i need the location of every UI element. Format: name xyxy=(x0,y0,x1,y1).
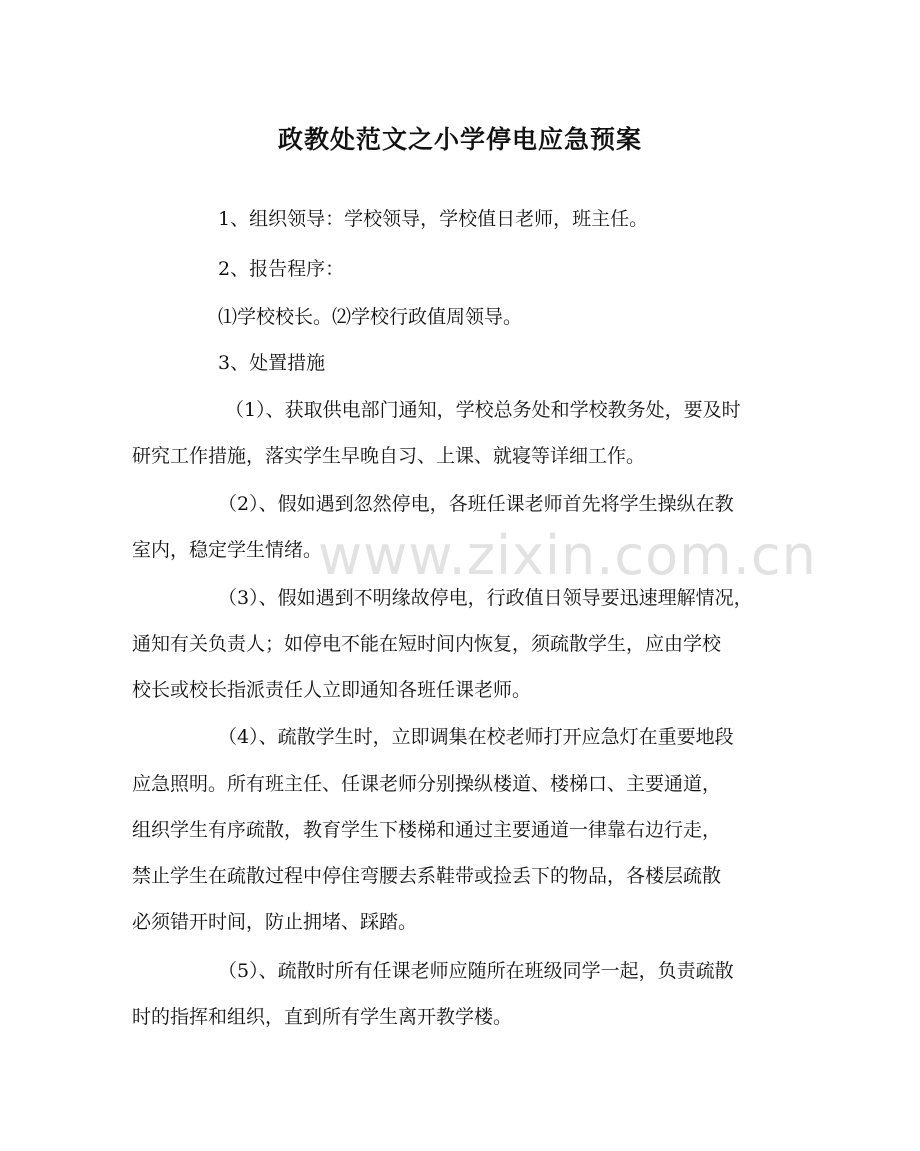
measure-4-line-4: 禁止学生在疏散过程中停住弯腰去系鞋带或捡丢下的物品，各楼层疏散 xyxy=(132,865,722,887)
measure-4-line-1: （4）、疏散学生时，立即调集在校老师打开应急灯在重要地段 xyxy=(218,726,734,748)
measure-3-line-3: 校长或校长指派责任人立即通知各班任课老师。 xyxy=(132,679,532,701)
measure-3-line-2: 通知有关负责人；如停电不能在短时间内恢复，须疏散学生，应由学校 xyxy=(132,633,722,655)
reporting-order-line: ⑴学校校长。⑵学校行政值周领导。 xyxy=(218,306,523,328)
measure-4-line-5: 必须错开时间，防止拥堵、踩踏。 xyxy=(132,911,418,933)
document-title: 政教处范文之小学停电应急预案 xyxy=(277,125,642,154)
measure-3-line-1: （3）、假如遇到不明缘故停电，行政值日领导要迅速理解情况， xyxy=(218,587,753,609)
item-1-organization: 1、组织领导：学校领导，学校值日老师，班主任。 xyxy=(218,208,649,230)
measure-5-line-1: （5）、疏散时所有任课老师应随所在班级同学一起，负责疏散 xyxy=(218,960,734,982)
measure-4-line-3: 组织学生有序疏散，教育学生下楼梯和通过主要通道一律靠右边行走， xyxy=(132,819,722,841)
measure-2-line-1: （2）、假如遇到忽然停电，各班任课老师首先将学生操纵在教 xyxy=(218,493,734,515)
item-2-reporting: 2、报告程序： xyxy=(218,258,345,280)
measure-5-line-2: 时的指挥和组织，直到所有学生离开教学楼。 xyxy=(132,1006,513,1028)
measure-2-line-2: 室内，稳定学生情绪。 xyxy=(132,539,323,561)
measure-1-line-1: （1）、获取供电部门通知，学校总务处和学校教务处，要及时 xyxy=(225,399,741,421)
measure-4-line-2: 应急照明。所有班主任、任课老师分别操纵楼道、楼梯口、主要通道， xyxy=(132,773,722,795)
watermark: www.zixin.com.cn xyxy=(318,524,817,587)
item-3-measures: 3、处置措施 xyxy=(218,352,326,374)
measure-1-line-2: 研究工作措施，落实学生早晚自习、上课、就寝等详细工作。 xyxy=(132,445,646,467)
